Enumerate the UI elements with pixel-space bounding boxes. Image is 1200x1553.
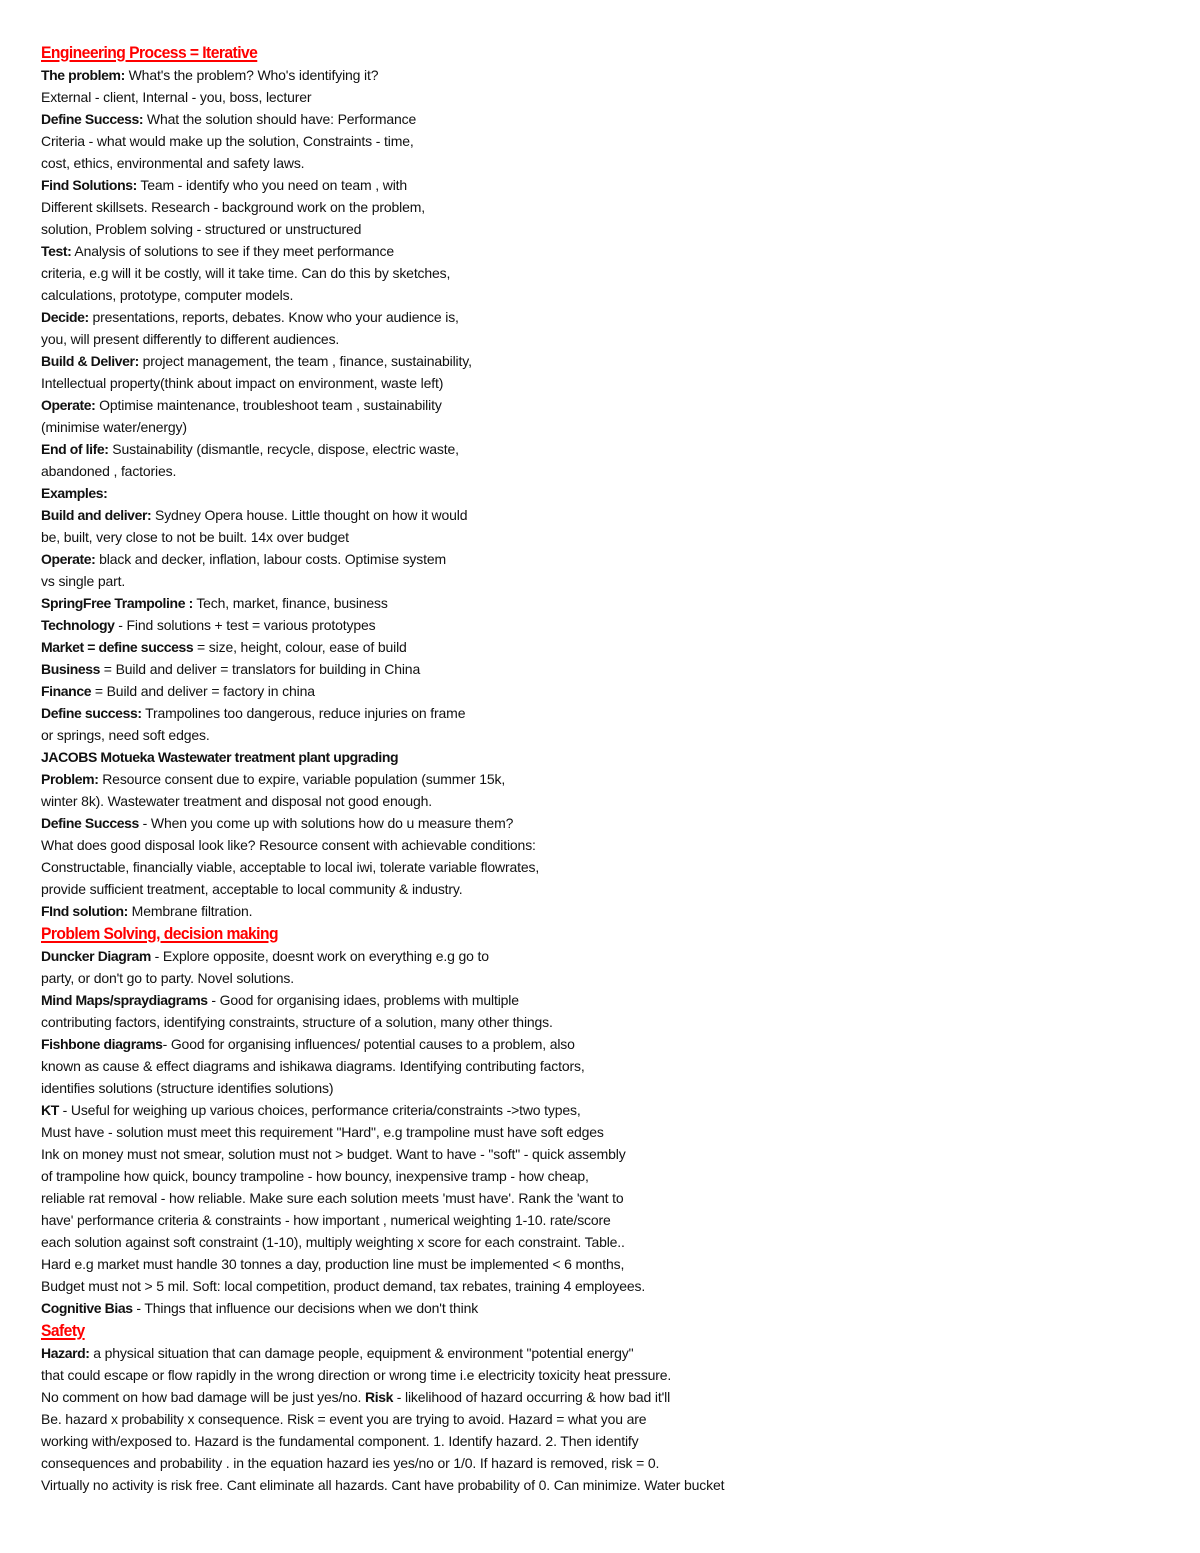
text-line <box>41 1077 1161 1099</box>
bold-term: Hazard: <box>41 1345 90 1361</box>
body-text: Be. hazard x probability x consequence. Risk = event you are trying to avoid. Hazard = what you are <box>41 1411 647 1427</box>
body-text: known as cause & effect diagrams and ishikawa diagrams. Identifying contributing factors, <box>41 1058 585 1074</box>
text-line <box>41 570 1161 592</box>
body-text: - likelihood of hazard occurring & how bad it'll <box>393 1389 671 1405</box>
text-line <box>41 240 1161 262</box>
bold-term: Test: <box>41 243 72 259</box>
body-text: What does good disposal look like? Resource consent with achievable conditions: <box>41 837 536 853</box>
body-text: abandoned , factories. <box>41 463 177 479</box>
section-body <box>41 1342 1161 1496</box>
text-line <box>41 1452 1161 1474</box>
text-line <box>41 1121 1161 1143</box>
text-line <box>41 1430 1161 1452</box>
text-line <box>41 1364 1161 1386</box>
text-line <box>41 1408 1161 1430</box>
bold-term: Problem: <box>41 771 99 787</box>
bold-term: Decide: <box>41 309 89 325</box>
text-line <box>41 680 1161 702</box>
text-line <box>41 724 1161 746</box>
body-text: Criteria - what would make up the solution, Constraints - time, <box>41 133 414 149</box>
text-line <box>41 1209 1161 1231</box>
bold-term: Mind Maps/spraydiagrams <box>41 992 208 1008</box>
section-problem-solving <box>41 922 1161 1319</box>
text-line <box>41 834 1161 856</box>
text-line <box>41 1297 1161 1319</box>
text-line <box>41 548 1161 570</box>
body-text: provide sufficient treatment, acceptable to local community & industry. <box>41 881 463 897</box>
text-line <box>41 482 1161 504</box>
text-line <box>41 1143 1161 1165</box>
body-text: cost, ethics, environmental and safety laws. <box>41 155 305 171</box>
text-line <box>41 1099 1161 1121</box>
text-line <box>41 504 1161 526</box>
body-text: - Good for organising influences/ potential causes to a problem, also <box>162 1036 575 1052</box>
body-text: identifies solutions (structure identifies solutions) <box>41 1080 334 1096</box>
text-line <box>41 416 1161 438</box>
text-line <box>41 1033 1161 1055</box>
bold-term: Define Success <box>41 815 139 831</box>
document-page <box>41 41 1161 1496</box>
body-text: Analysis of solutions to see if they meet performance <box>71 243 395 259</box>
text-line <box>41 945 1161 967</box>
body-text: Hard e.g market must handle 30 tonnes a day, production line must be implemented < 6 months, <box>41 1256 625 1272</box>
text-line <box>41 1011 1161 1033</box>
body-text: be, built, very close to not be built. 14x over budget <box>41 529 349 545</box>
body-text: Team - identify who you need on team , with <box>136 177 408 193</box>
body-text: = Build and deliver = factory in china <box>91 683 315 699</box>
body-text: What the solution should have: Performance <box>143 111 417 127</box>
text-line <box>41 64 1161 86</box>
body-text: party, or don't go to party. Novel solutions. <box>41 970 294 986</box>
text-line <box>41 702 1161 724</box>
bold-term: SpringFree Trampoline : <box>41 595 193 611</box>
section-body <box>41 64 1161 922</box>
body-text: Budget must not > 5 mil. Soft: local competition, product demand, tax rebates, training 4 employees. <box>41 1278 646 1294</box>
text-line <box>41 900 1161 922</box>
bold-term: Build and deliver: <box>41 507 152 523</box>
body-text: winter 8k). Wastewater treatment and disposal not good enough. <box>41 793 432 809</box>
text-line <box>41 1474 1161 1496</box>
text-line <box>41 856 1161 878</box>
body-text: Membrane filtration. <box>127 903 253 919</box>
body-text: - Explore opposite, doesnt work on everything e.g go to <box>150 948 489 964</box>
text-line <box>41 438 1161 460</box>
body-text: - Things that influence our decisions when we don't think <box>132 1300 479 1316</box>
body-text: Must have - solution must meet this requirement "Hard", e.g trampoline must have soft edges <box>41 1124 604 1140</box>
text-line <box>41 328 1161 350</box>
bold-term: Market = define success <box>41 639 194 655</box>
section-body <box>41 945 1161 1319</box>
body-text: you, will present differently to different audiences. <box>41 331 340 347</box>
bold-term: End of life: <box>41 441 109 457</box>
body-text: - Good for organising idaes, problems with multiple <box>207 992 519 1008</box>
body-text: - When you come up with solutions how do u measure them? <box>138 815 514 831</box>
text-line <box>41 284 1161 306</box>
section-engineering-process <box>41 41 1161 922</box>
text-line <box>41 1165 1161 1187</box>
text-line <box>41 218 1161 240</box>
text-line <box>41 768 1161 790</box>
text-line <box>41 790 1161 812</box>
bold-term: Finance <box>41 683 92 699</box>
body-text: Trampolines too dangerous, reduce injuries on frame <box>141 705 466 721</box>
text-line <box>41 1386 1161 1408</box>
text-line <box>41 812 1161 834</box>
text-line <box>41 526 1161 548</box>
bold-term: Cognitive Bias <box>41 1300 133 1316</box>
text-line <box>41 878 1161 900</box>
body-text: criteria, e.g will it be costly, will it take time. Can do this by sketches, <box>41 265 451 281</box>
text-line <box>41 636 1161 658</box>
bold-term: Duncker Diagram <box>41 948 151 964</box>
text-line <box>41 967 1161 989</box>
body-text: black and decker, inflation, labour costs. Optimise system <box>95 551 447 567</box>
body-text: = size, height, colour, ease of build <box>193 639 407 655</box>
body-text: presentations, reports, debates. Know who your audience is, <box>88 309 459 325</box>
bold-term: KT <box>41 1102 59 1118</box>
body-text: Sustainability (dismantle, recycle, dispose, electric waste, <box>108 441 459 457</box>
body-text: Optimise maintenance, troubleshoot team , sustainability <box>95 397 442 413</box>
bold-term: FInd solution: <box>41 903 128 919</box>
text-line <box>41 989 1161 1011</box>
bold-term: Risk <box>365 1389 393 1405</box>
body-text: working with/exposed to. Hazard is the fundamental component. 1. Identify hazard. 2. Then identify <box>41 1433 639 1449</box>
body-text: - Useful for weighing up various choices, performance criteria/constraints ->two types, <box>58 1102 581 1118</box>
text-line <box>41 614 1161 636</box>
text-line <box>41 1055 1161 1077</box>
text-line <box>41 262 1161 284</box>
text-line <box>41 1231 1161 1253</box>
body-text: Ink on money must not smear, solution must not > budget. Want to have - "soft" - quick assembly <box>41 1146 626 1162</box>
bold-term: Technology <box>41 617 115 633</box>
body-text: (minimise water/energy) <box>41 419 187 435</box>
bold-term: Define success: <box>41 705 142 721</box>
bold-term: Define Success: <box>41 111 144 127</box>
text-line <box>41 130 1161 152</box>
bold-term: Operate: <box>41 551 96 567</box>
body-text: calculations, prototype, computer models. <box>41 287 294 303</box>
text-line <box>41 746 1161 768</box>
body-text: contributing factors, identifying constraints, structure of a solution, many other things. <box>41 1014 553 1030</box>
text-line <box>41 1187 1161 1209</box>
text-line <box>41 460 1161 482</box>
body-text: consequences and probability . in the equation hazard ies yes/no or 1/0. If hazard is removed, risk = 0. <box>41 1455 660 1471</box>
body-text: solution, Problem solving - structured or unstructured <box>41 221 362 237</box>
body-text: No comment on how bad damage will be just yes/no. <box>41 1389 366 1405</box>
text-line <box>41 658 1161 680</box>
body-text: - Find solutions + test = various prototypes <box>114 617 376 633</box>
text-line <box>41 372 1161 394</box>
text-line <box>41 86 1161 108</box>
bold-term: Build & Deliver: <box>41 353 139 369</box>
body-text: Intellectual property(think about impact on environment, waste left) <box>41 375 444 391</box>
body-text: = Build and deliver = translators for building in China <box>100 661 421 677</box>
section-safety <box>41 1319 1161 1496</box>
text-line <box>41 1342 1161 1364</box>
body-text: External - client, Internal - you, boss, lecturer <box>41 89 312 105</box>
text-line <box>41 108 1161 130</box>
bold-term: Find Solutions: <box>41 177 137 193</box>
body-text: or springs, need soft edges. <box>41 727 210 743</box>
body-text: Constructable, financially viable, acceptable to local iwi, tolerate variable flowrates, <box>41 859 540 875</box>
text-line <box>41 306 1161 328</box>
body-text: vs single part. <box>41 573 126 589</box>
section-heading: Problem Solving, decision making <box>41 924 278 943</box>
text-line <box>41 350 1161 372</box>
body-text: that could escape or flow rapidly in the wrong direction or wrong time i.e electricity toxicity heat pressure. <box>41 1367 672 1383</box>
bold-term: Operate: <box>41 397 96 413</box>
bold-term: JACOBS Motueka Wastewater treatment plant upgrading <box>41 749 399 765</box>
bold-term: Fishbone diagrams <box>41 1036 163 1052</box>
body-text: Virtually no activity is risk free. Cant eliminate all hazards. Cant have probability of 0. Can minimize. Water bucket <box>41 1477 725 1493</box>
section-heading: Safety <box>41 1321 85 1340</box>
text-line <box>41 1275 1161 1297</box>
body-text: each solution against soft constraint (1-10), multiply weighting x score for each constraint. Table.. <box>41 1234 625 1250</box>
text-line <box>41 152 1161 174</box>
body-text: Resource consent due to expire, variable population (summer 15k, <box>98 771 506 787</box>
body-text: a physical situation that can damage people, equipment & environment "potential energy" <box>89 1345 634 1361</box>
bold-term: The problem: <box>41 67 125 83</box>
text-line <box>41 174 1161 196</box>
body-text: Sydney Opera house. Little thought on how it would <box>151 507 468 523</box>
text-line <box>41 196 1161 218</box>
text-line <box>41 394 1161 416</box>
body-text: What's the problem? Who's identifying it? <box>124 67 379 83</box>
bold-term: Business <box>41 661 101 677</box>
body-text: Different skillsets. Research - background work on the problem, <box>41 199 426 215</box>
body-text: project management, the team , finance, sustainability, <box>138 353 472 369</box>
text-line <box>41 592 1161 614</box>
bold-term: Examples: <box>41 485 108 501</box>
body-text: have' performance criteria & constraints - how important , numerical weighting 1-10. rate/score <box>41 1212 611 1228</box>
text-line <box>41 1253 1161 1275</box>
body-text: Tech, market, finance, business <box>192 595 388 611</box>
body-text: of trampoline how quick, bouncy trampoline - how bouncy, inexpensive tramp - how cheap, <box>41 1168 589 1184</box>
section-heading: Engineering Process = Iterative <box>41 43 258 62</box>
body-text: reliable rat removal - how reliable. Make sure each solution meets 'must have'. Rank the 'want to <box>41 1190 624 1206</box>
